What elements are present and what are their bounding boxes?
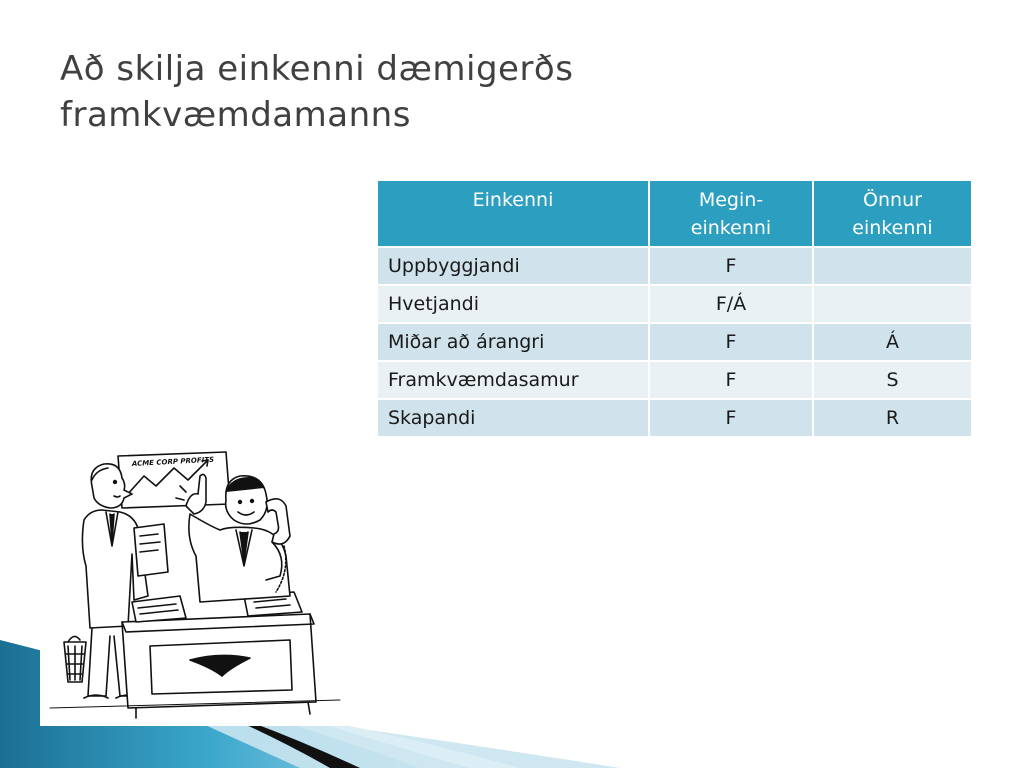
header-megin-einkenni: Megin- einkenni — [649, 180, 813, 247]
office-cartoon-illustration — [40, 446, 346, 726]
main-trait-cell: F — [649, 323, 813, 361]
slide-title-line-2: framkvæmdamanns — [60, 95, 411, 135]
trait-cell: Skapandi — [377, 399, 649, 437]
main-trait-cell: F — [649, 361, 813, 399]
trait-cell: Uppbyggjandi — [377, 247, 649, 285]
table-row — [377, 361, 972, 399]
other-trait-cell: S — [813, 361, 972, 399]
other-trait-cell: R — [813, 399, 972, 437]
table-row — [377, 285, 972, 323]
table-row — [377, 323, 972, 361]
right-businessman — [176, 474, 290, 602]
other-trait-cell — [813, 285, 972, 323]
trait-cell: Miðar að árangri — [377, 323, 649, 361]
table-row — [377, 247, 972, 285]
header-einkenni: Einkenni — [377, 180, 649, 247]
desk — [122, 592, 316, 718]
slide-title-line-1: Að skilja einkenni dæmigerðs — [60, 49, 574, 89]
profit-chart-sign — [118, 452, 230, 508]
trait-cell: Framkvæmdasamur — [377, 361, 649, 399]
table-row — [377, 399, 972, 437]
traits-table-container — [376, 179, 973, 438]
other-trait-cell — [813, 247, 972, 285]
header-onnur-einkenni: Önnur einkenni — [813, 180, 972, 247]
main-trait-cell: F — [649, 399, 813, 437]
trait-cell: Hvetjandi — [377, 285, 649, 323]
table-header-row — [377, 180, 972, 247]
traits-table — [376, 179, 973, 438]
other-trait-cell: Á — [813, 323, 972, 361]
cartoon-drawing — [40, 446, 346, 726]
slide-title — [60, 46, 760, 138]
main-trait-cell: F/Á — [649, 285, 813, 323]
main-trait-cell: F — [649, 247, 813, 285]
chart-sign-text: ACME CORP PROFITS — [131, 455, 215, 468]
